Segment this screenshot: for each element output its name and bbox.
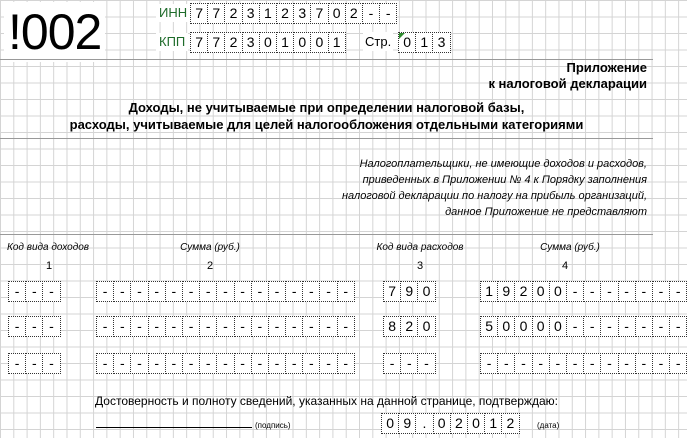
digit-cell[interactable]: - — [8, 281, 26, 302]
appendix-heading — [488, 60, 647, 92]
expense-code-field[interactable] — [383, 281, 435, 302]
digit-cell[interactable]: 1 — [415, 32, 433, 53]
sheet-title-line-1: Доходы, не учитываемые при определении налоговой базы, — [128, 100, 525, 115]
digit-cell[interactable]: 3 — [432, 32, 450, 53]
digit-cell[interactable]: 0 — [381, 413, 399, 434]
digit-cell[interactable]: - — [148, 316, 166, 337]
digit-cell[interactable]: - — [337, 281, 355, 302]
digit-cell[interactable]: - — [25, 281, 43, 302]
digit-cell[interactable]: 1 — [328, 32, 346, 53]
digit-cell[interactable]: - — [383, 353, 401, 374]
digit-cell[interactable]: - — [514, 353, 532, 374]
page-number-field[interactable] — [398, 32, 450, 53]
column-header-income-code: Код вида доходов — [6, 242, 90, 253]
digit-cell[interactable]: 3 — [242, 32, 260, 53]
digit-cell[interactable]: 9 — [497, 281, 515, 302]
digit-cell[interactable]: 0 — [328, 3, 346, 24]
digit-cell[interactable]: - — [251, 353, 269, 374]
digit-cell[interactable]: - — [234, 316, 252, 337]
digit-cell[interactable]: - — [285, 281, 303, 302]
income-sum-field[interactable] — [96, 353, 354, 374]
digit-cell[interactable]: - — [42, 281, 60, 302]
digit-cell[interactable]: - — [165, 316, 183, 337]
income-code-field[interactable] — [8, 316, 60, 337]
column-header-income-sum: Сумма (руб.) — [180, 242, 240, 253]
digit-cell[interactable]: - — [234, 281, 252, 302]
kpp-field[interactable] — [190, 32, 345, 53]
inn-label: ИНН — [156, 4, 190, 22]
digit-cell[interactable]: - — [618, 281, 636, 302]
digit-cell[interactable]: 2 — [224, 3, 242, 24]
confirmation-text: Достоверность и полноту сведений, указанных на данной странице, подтверждаю: — [95, 394, 558, 408]
digit-cell[interactable]: - — [25, 316, 43, 337]
digit-cell[interactable]: - — [400, 353, 418, 374]
digit-cell[interactable]: - — [549, 353, 567, 374]
signature-line[interactable] — [96, 427, 252, 428]
digit-cell[interactable]: - — [182, 353, 200, 374]
sheet-title — [0, 99, 653, 133]
digit-cell[interactable]: 5 — [480, 316, 498, 337]
note-line-2: приведенных в Приложении № 4 к Порядку заполнения — [362, 174, 647, 186]
digit-cell[interactable]: 0 — [549, 281, 567, 302]
digit-cell[interactable]: 2 — [450, 413, 468, 434]
note-line-1: Налогоплательщики, не имеющие доходов и расходов, — [359, 158, 647, 170]
digit-cell[interactable]: - — [600, 353, 618, 374]
date-field[interactable] — [381, 413, 519, 434]
digit-cell[interactable]: - — [96, 353, 114, 374]
digit-cell[interactable]: - — [566, 316, 584, 337]
column-number-2: 2 — [206, 260, 214, 272]
digit-cell[interactable]: - — [480, 353, 498, 374]
digit-cell[interactable]: - — [618, 316, 636, 337]
digit-cell[interactable]: 0 — [417, 316, 435, 337]
digit-cell[interactable]: - — [268, 353, 286, 374]
digit-cell[interactable]: 7 — [207, 32, 225, 53]
digit-cell[interactable]: - — [302, 316, 320, 337]
signature-label: (подпись) — [255, 421, 291, 430]
digit-cell[interactable]: - — [199, 316, 217, 337]
digit-cell[interactable]: 1 — [484, 413, 502, 434]
digit-cell[interactable]: - — [600, 281, 618, 302]
digit-cell[interactable]: 3 — [242, 3, 260, 24]
note-divider — [0, 234, 653, 235]
digit-cell[interactable]: 7 — [207, 3, 225, 24]
digit-cell[interactable]: - — [182, 316, 200, 337]
digit-cell[interactable]: - — [566, 353, 584, 374]
income-sum-field[interactable] — [96, 316, 354, 337]
note-line-3: налоговой декларации по налогу на прибыль организаций, — [341, 190, 647, 202]
digit-cell[interactable]: - — [42, 353, 60, 374]
digit-cell[interactable]: 0 — [398, 32, 416, 53]
column-header-expense-code: Код вида расходов — [376, 242, 464, 253]
digit-cell[interactable]: - — [652, 316, 670, 337]
digit-cell[interactable]: 1 — [276, 32, 294, 53]
digit-cell[interactable]: - — [113, 353, 131, 374]
digit-cell[interactable]: 2 — [345, 3, 363, 24]
appendix-line-1: Приложение — [566, 60, 647, 75]
digit-cell[interactable]: - — [199, 353, 217, 374]
digit-cell[interactable]: - — [532, 353, 550, 374]
digit-cell[interactable]: 7 — [190, 32, 208, 53]
digit-cell[interactable]: - — [379, 3, 397, 24]
income-sum-field[interactable] — [96, 281, 354, 302]
column-number-4: 4 — [561, 260, 569, 272]
digit-cell[interactable]: - — [130, 316, 148, 337]
digit-cell[interactable]: - — [669, 281, 687, 302]
digit-cell[interactable]: 0 — [514, 316, 532, 337]
digit-cell[interactable]: - — [234, 353, 252, 374]
digit-cell[interactable]: 1 — [259, 3, 277, 24]
digit-cell[interactable]: - — [182, 281, 200, 302]
digit-cell[interactable]: 0 — [293, 32, 311, 53]
digit-cell[interactable]: - — [635, 281, 653, 302]
income-code-field[interactable] — [8, 353, 60, 374]
digit-cell[interactable]: - — [600, 316, 618, 337]
digit-cell[interactable]: 0 — [259, 32, 277, 53]
digit-cell[interactable]: - — [251, 316, 269, 337]
digit-cell[interactable]: 0 — [467, 413, 485, 434]
digit-cell[interactable]: - — [113, 316, 131, 337]
digit-cell[interactable]: 0 — [532, 281, 550, 302]
digit-cell[interactable]: - — [583, 281, 601, 302]
digit-cell[interactable]: - — [268, 316, 286, 337]
digit-cell[interactable]: 9 — [400, 281, 418, 302]
digit-cell[interactable]: - — [583, 316, 601, 337]
expense-sum-field[interactable] — [480, 353, 686, 374]
digit-cell[interactable]: - — [319, 353, 337, 374]
digit-cell[interactable]: - — [669, 353, 687, 374]
note-line-4: данное Приложение не представляют — [445, 206, 647, 218]
digit-cell[interactable]: - — [669, 316, 687, 337]
digit-cell[interactable]: 3 — [293, 3, 311, 24]
digit-cell[interactable]: - — [216, 353, 234, 374]
digit-cell[interactable]: 9 — [398, 413, 416, 434]
digit-cell[interactable]: 2 — [400, 316, 418, 337]
digit-cell[interactable]: - — [25, 353, 43, 374]
digit-cell[interactable]: - — [96, 281, 114, 302]
digit-cell[interactable]: - — [302, 353, 320, 374]
column-number-1: 1 — [45, 260, 53, 272]
appendix-line-2: к налоговой декларации — [488, 76, 647, 91]
digit-cell[interactable]: - — [319, 316, 337, 337]
digit-cell[interactable]: . — [415, 413, 433, 434]
digit-cell[interactable]: - — [216, 281, 234, 302]
digit-cell[interactable]: 2 — [276, 3, 294, 24]
digit-cell[interactable]: - — [635, 316, 653, 337]
digit-cell[interactable]: - — [652, 353, 670, 374]
digit-cell[interactable]: - — [302, 281, 320, 302]
digit-cell[interactable]: - — [337, 316, 355, 337]
digit-cell[interactable]: - — [362, 3, 380, 24]
expense-code-field[interactable] — [383, 353, 435, 374]
digit-cell[interactable]: - — [8, 353, 26, 374]
digit-cell[interactable]: - — [42, 316, 60, 337]
column-number-3: 3 — [416, 260, 424, 272]
note — [342, 156, 647, 220]
digit-cell[interactable]: 0 — [417, 281, 435, 302]
column-header-expense-sum: Сумма (руб.) — [540, 242, 600, 253]
digit-cell[interactable]: 7 — [383, 281, 401, 302]
inn-field[interactable] — [190, 3, 396, 24]
digit-cell[interactable]: 0 — [433, 413, 451, 434]
digit-cell[interactable]: 0 — [310, 32, 328, 53]
sheet-title-line-2: расходы, учитываемые для целей налогообложения отдельными категориями — [69, 117, 584, 132]
kpp-label: КПП — [156, 33, 188, 51]
digit-cell[interactable]: 7 — [190, 3, 208, 24]
digit-cell[interactable]: - — [285, 353, 303, 374]
digit-cell[interactable]: - — [113, 281, 131, 302]
digit-cell[interactable]: 2 — [224, 32, 242, 53]
title-divider — [0, 138, 653, 139]
digit-cell[interactable]: - — [583, 353, 601, 374]
digit-cell[interactable]: 8 — [383, 316, 401, 337]
digit-cell[interactable]: - — [96, 316, 114, 337]
digit-cell[interactable]: - — [130, 353, 148, 374]
digit-cell[interactable]: - — [165, 281, 183, 302]
digit-cell[interactable]: 2 — [501, 413, 519, 434]
digit-cell[interactable]: - — [251, 281, 269, 302]
digit-cell[interactable]: - — [216, 316, 234, 337]
digit-cell[interactable]: 7 — [310, 3, 328, 24]
digit-cell[interactable]: - — [130, 281, 148, 302]
digit-cell[interactable]: - — [497, 353, 515, 374]
expense-sum-field[interactable] — [480, 316, 686, 337]
date-label: (дата) — [537, 421, 560, 430]
digit-cell[interactable]: - — [199, 281, 217, 302]
digit-cell[interactable]: 2 — [514, 281, 532, 302]
digit-cell[interactable]: 0 — [549, 316, 567, 337]
digit-cell[interactable]: - — [268, 281, 286, 302]
digit-cell[interactable]: - — [635, 353, 653, 374]
digit-cell[interactable]: - — [319, 281, 337, 302]
form-code: !002 — [4, 2, 105, 62]
expense-code-field[interactable] — [383, 316, 435, 337]
digit-cell[interactable]: - — [148, 353, 166, 374]
digit-cell[interactable]: 0 — [532, 316, 550, 337]
digit-cell[interactable]: - — [652, 281, 670, 302]
income-code-field[interactable] — [8, 281, 60, 302]
digit-cell[interactable]: - — [337, 353, 355, 374]
digit-cell[interactable]: - — [165, 353, 183, 374]
expense-sum-field[interactable] — [480, 281, 686, 302]
digit-cell[interactable]: - — [8, 316, 26, 337]
digit-cell[interactable]: - — [566, 281, 584, 302]
digit-cell[interactable]: - — [618, 353, 636, 374]
digit-cell[interactable]: 0 — [497, 316, 515, 337]
digit-cell[interactable]: - — [148, 281, 166, 302]
digit-cell[interactable]: - — [285, 316, 303, 337]
page-label: Стр. — [365, 34, 392, 49]
digit-cell[interactable]: - — [417, 353, 435, 374]
digit-cell[interactable]: 1 — [480, 281, 498, 302]
